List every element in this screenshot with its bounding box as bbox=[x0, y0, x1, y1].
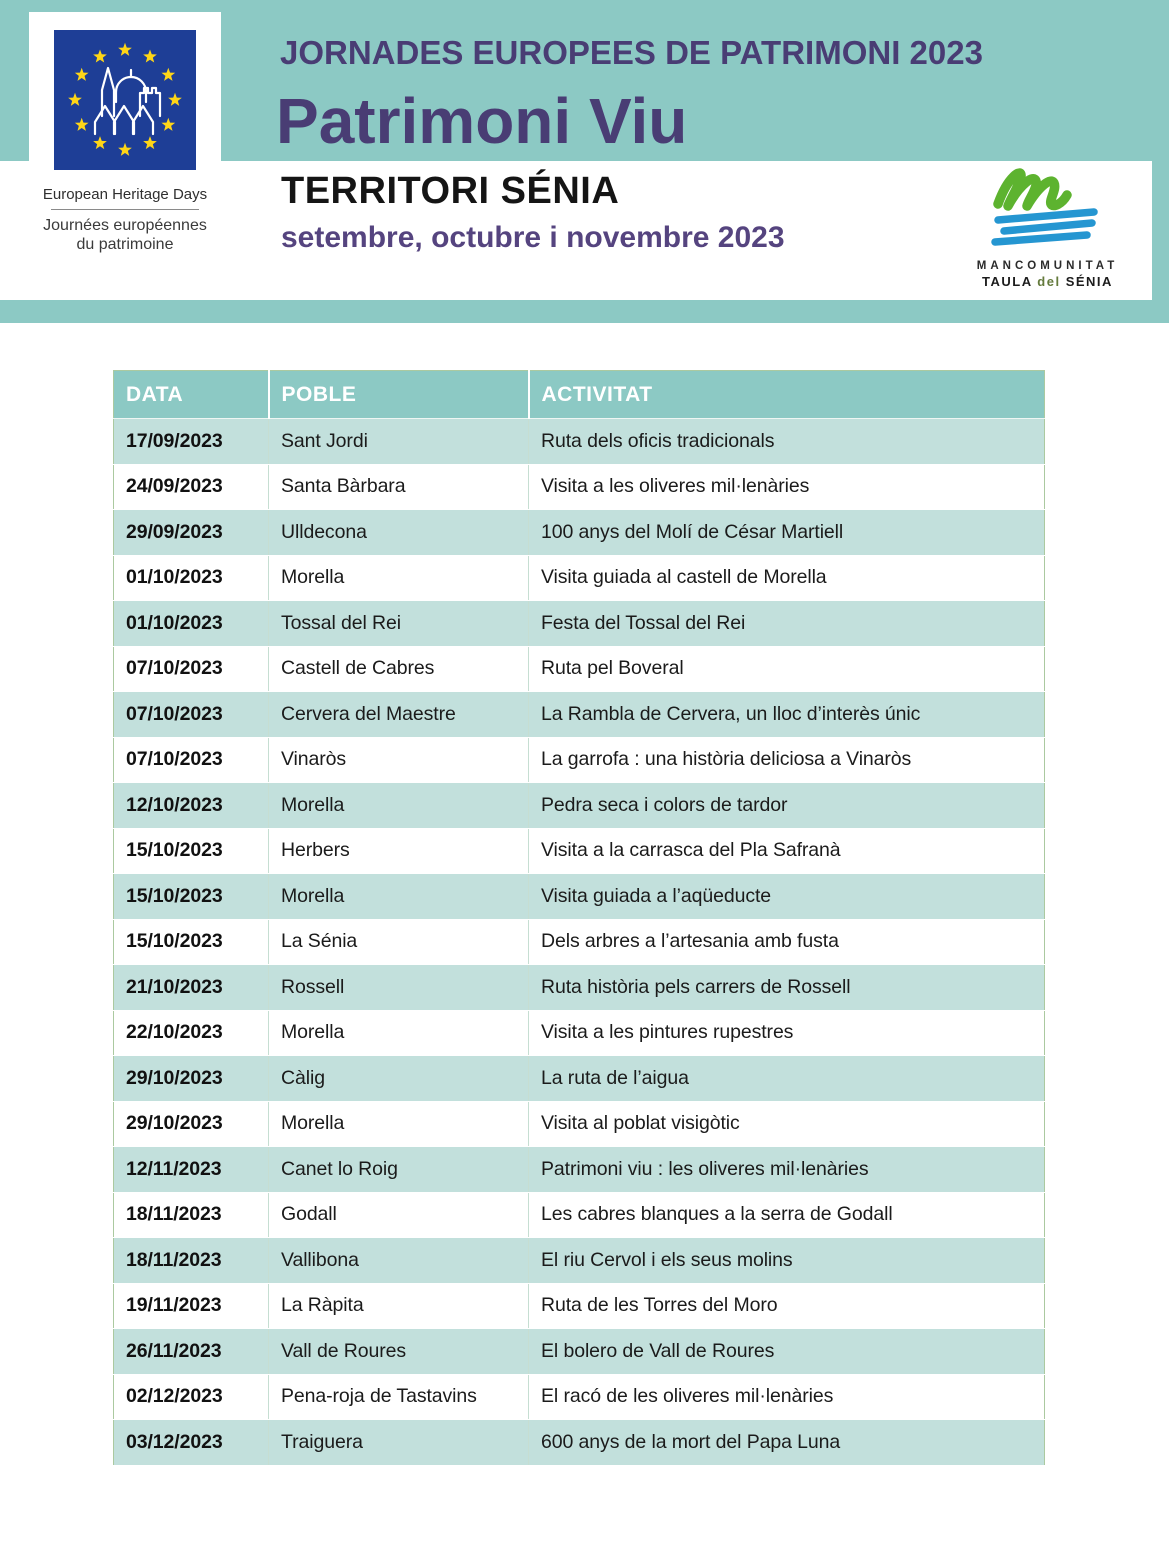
table-row bbox=[114, 874, 1045, 920]
events-table-header bbox=[114, 371, 1045, 419]
cell-date: 02/12/2023 bbox=[114, 1374, 269, 1420]
cell-town: Cervera del Maestre bbox=[269, 692, 529, 738]
cell-town: La Ràpita bbox=[269, 1283, 529, 1329]
senia-word: SÉNIA bbox=[1065, 274, 1113, 289]
del-word: del bbox=[1037, 274, 1061, 289]
cell-date: 29/09/2023 bbox=[114, 510, 269, 556]
cell-town: Morella bbox=[269, 874, 529, 920]
cell-activity: Patrimoni viu : les oliveres mil·lenàries bbox=[529, 1147, 1045, 1193]
page-title: Patrimoni Viu bbox=[276, 85, 688, 157]
ehd-caption-en: European Heritage Days bbox=[42, 186, 208, 203]
cell-town: Castell de Cabres bbox=[269, 646, 529, 692]
mancomunitat-logo-icon bbox=[982, 162, 1112, 257]
event-kicker-title: JORNADES EUROPEES DE PATRIMONI 2023 bbox=[280, 34, 983, 71]
cell-town: Canet lo Roig bbox=[269, 1147, 529, 1193]
date-range-subtitle: setembre, octubre i novembre 2023 bbox=[281, 221, 785, 254]
cell-date: 29/10/2023 bbox=[114, 1101, 269, 1147]
cell-activity: 600 anys de la mort del Papa Luna bbox=[529, 1420, 1045, 1466]
cell-date: 15/10/2023 bbox=[114, 874, 269, 920]
cell-activity: Ruta dels oficis tradicionals bbox=[529, 419, 1045, 465]
cell-date: 01/10/2023 bbox=[114, 555, 269, 601]
cell-date: 07/10/2023 bbox=[114, 737, 269, 783]
table-row bbox=[114, 646, 1045, 692]
blue-water-strokes bbox=[995, 212, 1094, 242]
table-row bbox=[114, 510, 1045, 556]
cell-activity: La garrofa : una història deliciosa a Vinaròs bbox=[529, 737, 1045, 783]
cell-date: 17/09/2023 bbox=[114, 419, 269, 465]
cell-activity: Ruta història pels carrers de Rossell bbox=[529, 965, 1045, 1011]
green-m-stroke bbox=[998, 173, 1067, 206]
table-row bbox=[114, 692, 1045, 738]
cell-town: La Sénia bbox=[269, 919, 529, 965]
table-row bbox=[114, 1147, 1045, 1193]
column-header-activitat: ACTIVITAT bbox=[529, 371, 1045, 419]
ehd-caption-fr-line1: Journées européennes bbox=[43, 217, 207, 234]
cell-town: Vallibona bbox=[269, 1238, 529, 1284]
table-row bbox=[114, 1056, 1045, 1102]
cell-date: 18/11/2023 bbox=[114, 1238, 269, 1284]
cell-town: Tossal del Rei bbox=[269, 601, 529, 647]
cell-town: Traiguera bbox=[269, 1420, 529, 1466]
taula-word: TAULA bbox=[982, 274, 1033, 289]
taula-del-senia-name bbox=[960, 274, 1135, 289]
cell-town: Morella bbox=[269, 555, 529, 601]
table-row bbox=[114, 965, 1045, 1011]
cell-town: Godall bbox=[269, 1192, 529, 1238]
table-row bbox=[114, 1010, 1045, 1056]
cell-date: 21/10/2023 bbox=[114, 965, 269, 1011]
cell-activity: Visita guiada a l’aqüeducte bbox=[529, 874, 1045, 920]
cell-activity: La Rambla de Cervera, un lloc d’interès únic bbox=[529, 692, 1045, 738]
cell-town: Rossell bbox=[269, 965, 529, 1011]
mancomunitat-logo bbox=[960, 160, 1135, 298]
events-table-body bbox=[114, 419, 1045, 1466]
table-row bbox=[114, 1420, 1045, 1466]
cell-activity: Visita a les pintures rupestres bbox=[529, 1010, 1045, 1056]
cell-activity: El riu Cervol i els seus molins bbox=[529, 1238, 1045, 1284]
mancomunitat-name: MANCOMUNITAT bbox=[976, 260, 1119, 272]
cell-date: 03/12/2023 bbox=[114, 1420, 269, 1466]
table-row bbox=[114, 555, 1045, 601]
cell-activity: El racó de les oliveres mil·lenàries bbox=[529, 1374, 1045, 1420]
cell-date: 24/09/2023 bbox=[114, 464, 269, 510]
cell-activity: Les cabres blanques a la serra de Godall bbox=[529, 1192, 1045, 1238]
cell-date: 12/10/2023 bbox=[114, 783, 269, 829]
divider-teal-band bbox=[0, 300, 1169, 323]
table-row bbox=[114, 783, 1045, 829]
cell-town: Morella bbox=[269, 1101, 529, 1147]
cell-town: Ulldecona bbox=[269, 510, 529, 556]
territory-subtitle: TERRITORI SÉNIA bbox=[281, 170, 620, 212]
cell-activity: Visita a les oliveres mil·lenàries bbox=[529, 464, 1045, 510]
ehd-logo-box bbox=[29, 12, 221, 253]
cell-activity: Visita al poblat visigòtic bbox=[529, 1101, 1045, 1147]
cell-date: 19/11/2023 bbox=[114, 1283, 269, 1329]
cell-town: Morella bbox=[269, 1010, 529, 1056]
cell-town: Pena-roja de Tastavins bbox=[269, 1374, 529, 1420]
table-row bbox=[114, 1238, 1045, 1284]
header-row bbox=[114, 371, 1045, 419]
european-heritage-days-flag-icon bbox=[54, 30, 196, 170]
cell-town: Santa Bàrbara bbox=[269, 464, 529, 510]
cell-date: 18/11/2023 bbox=[114, 1192, 269, 1238]
cell-date: 07/10/2023 bbox=[114, 692, 269, 738]
column-header-data: DATA bbox=[114, 371, 269, 419]
right-accent-strip bbox=[1152, 161, 1169, 323]
cell-date: 26/11/2023 bbox=[114, 1329, 269, 1375]
ehd-caption-fr-line2: du patrimoine bbox=[76, 236, 174, 253]
cell-town: Morella bbox=[269, 783, 529, 829]
table-row bbox=[114, 1329, 1045, 1375]
cell-date: 01/10/2023 bbox=[114, 601, 269, 647]
table-row bbox=[114, 919, 1045, 965]
ehd-caption-divider bbox=[51, 209, 199, 210]
cell-date: 29/10/2023 bbox=[114, 1056, 269, 1102]
cell-activity: Festa del Tossal del Rei bbox=[529, 601, 1045, 647]
table-row bbox=[114, 1192, 1045, 1238]
cell-activity: Visita a la carrasca del Pla Safranà bbox=[529, 828, 1045, 874]
table-row bbox=[114, 828, 1045, 874]
table-row bbox=[114, 464, 1045, 510]
cell-date: 15/10/2023 bbox=[114, 828, 269, 874]
cell-date: 12/11/2023 bbox=[114, 1147, 269, 1193]
cell-activity: El bolero de Vall de Roures bbox=[529, 1329, 1045, 1375]
cell-town: Vinaròs bbox=[269, 737, 529, 783]
cell-date: 22/10/2023 bbox=[114, 1010, 269, 1056]
table-row bbox=[114, 1101, 1045, 1147]
cell-activity: Visita guiada al castell de Morella bbox=[529, 555, 1045, 601]
cell-town: Vall de Roures bbox=[269, 1329, 529, 1375]
table-row bbox=[114, 737, 1045, 783]
cell-activity: Pedra seca i colors de tardor bbox=[529, 783, 1045, 829]
cell-activity: Ruta de les Torres del Moro bbox=[529, 1283, 1045, 1329]
table-row bbox=[114, 419, 1045, 465]
cell-date: 15/10/2023 bbox=[114, 919, 269, 965]
cell-activity: Dels arbres a l’artesania amb fusta bbox=[529, 919, 1045, 965]
cell-town: Herbers bbox=[269, 828, 529, 874]
cell-activity: La ruta de l’aigua bbox=[529, 1056, 1045, 1102]
cell-town: Sant Jordi bbox=[269, 419, 529, 465]
table-row bbox=[114, 1374, 1045, 1420]
cell-date: 07/10/2023 bbox=[114, 646, 269, 692]
cell-activity: Ruta pel Boveral bbox=[529, 646, 1045, 692]
column-header-poble: POBLE bbox=[269, 371, 529, 419]
cell-activity: 100 anys del Molí de César Martiell bbox=[529, 510, 1045, 556]
table-row bbox=[114, 601, 1045, 647]
table-row bbox=[114, 1283, 1045, 1329]
events-table bbox=[113, 370, 1045, 1466]
cell-town: Càlig bbox=[269, 1056, 529, 1102]
